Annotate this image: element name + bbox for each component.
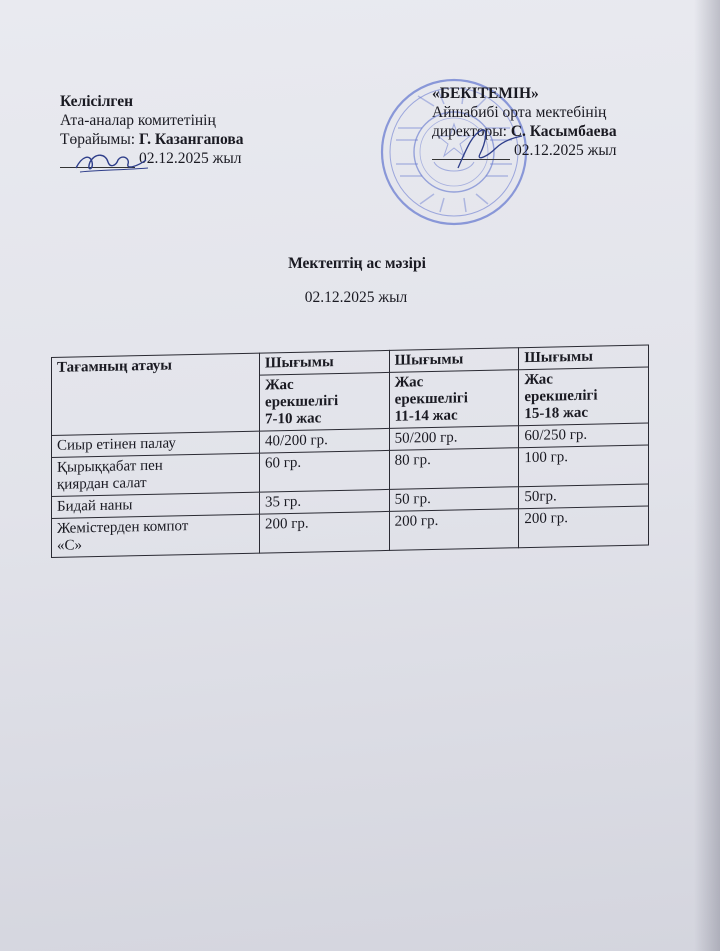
director-name: С. Касымбаева [510, 123, 617, 140]
dish-name-header: Тағамның атауы [52, 353, 260, 435]
yield-cell: 60 гр. [260, 450, 390, 492]
dish-name [52, 514, 260, 557]
page-date: 02.12.2025 жыл [304, 289, 408, 306]
yield-cell: 35 гр. [260, 489, 390, 514]
age-label: Жас [524, 371, 553, 389]
signature-right [452, 120, 532, 176]
dish-name-text: Бидай наны [57, 497, 133, 515]
age-range: 7-10 жас [265, 410, 322, 428]
yield-cell: 60/250 гр. [519, 423, 649, 448]
dish-name-text: қиярдан салат [57, 474, 147, 493]
age-label: Жас [265, 376, 294, 394]
age-range: 11-14 жас [394, 407, 458, 425]
age-range: 15-18 жас [524, 404, 589, 423]
age-group-2 [389, 370, 519, 429]
dish-name-text: Жемістерден компот [57, 518, 189, 537]
yield-cell: 80 гр. [389, 448, 519, 490]
school-line: Айшабибі орта мектебінің [432, 104, 607, 121]
yield-cell: 200 гр. [260, 511, 390, 553]
age-label: ерекшелігі [265, 392, 339, 411]
chair-line [60, 130, 244, 149]
yield-header-3: Шығымы [519, 345, 649, 370]
age-group-3 [519, 367, 649, 426]
yield-cell: 50гр. [519, 484, 649, 509]
agreed-date: 02.12.2025 жыл [139, 150, 242, 167]
yield-cell: 50/200 гр. [389, 426, 519, 451]
director-label: директоры: [432, 123, 511, 140]
page-shadow [694, 0, 720, 951]
yield-header-2: Шығымы [389, 348, 519, 373]
agreed-heading: Келісілген [60, 93, 134, 110]
approved-date: 02.12.2025 жыл [514, 142, 617, 159]
age-label: Жас [394, 374, 424, 391]
yield-cell: 50 гр. [389, 487, 519, 512]
dish-name-text: Қырыққабат пен [57, 457, 163, 476]
dish-name-text: Сиыр етінен палау [57, 435, 176, 454]
committee-line: Ата-аналар комитетінің [60, 112, 216, 129]
page-title: Мектептің ас мәзірі [288, 255, 426, 272]
signature-left [72, 148, 152, 178]
yield-cell: 200 гр. [389, 509, 519, 551]
dish-name-text: «С» [57, 537, 83, 554]
approved-heading: «БЕКІТЕМІН» [432, 85, 539, 102]
yield-header-1: Шығымы [260, 350, 390, 375]
dish-name [52, 453, 260, 496]
age-label: ерекшелігі [524, 387, 598, 406]
chair-label: Төрайымы: [60, 131, 139, 148]
age-group-1 [260, 372, 390, 431]
menu-table [51, 344, 649, 558]
yield-cell: 100 гр. [519, 445, 649, 487]
yield-cell: 200 гр. [519, 506, 649, 548]
chair-name: Г. Казангапова [138, 131, 244, 148]
yield-cell: 40/200 гр. [260, 428, 390, 453]
age-label: ерекшелігі [394, 390, 468, 408]
